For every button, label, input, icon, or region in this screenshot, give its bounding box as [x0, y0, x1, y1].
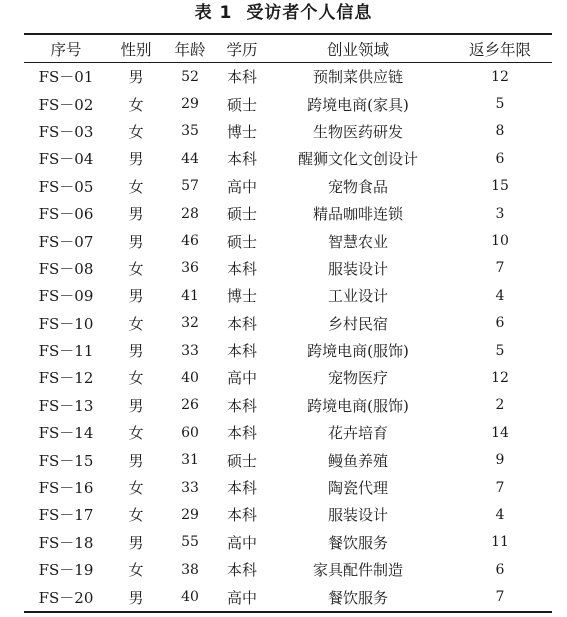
table-row — [24, 583, 552, 611]
cell-business-field: 智慧农业 — [327, 232, 388, 251]
cell-id: FS－20 — [38, 588, 94, 607]
cell-years-returned: 7 — [495, 479, 505, 496]
cell-education: 本科 — [226, 396, 257, 415]
cell-gender: 女 — [128, 177, 144, 196]
cell-business-field: 工业设计 — [327, 287, 388, 306]
cell-business-field: 宠物医疗 — [327, 369, 388, 388]
cell-business-field: 陶瓷代理 — [327, 479, 388, 498]
cell-education: 硕士 — [226, 232, 257, 251]
table-container — [24, 33, 552, 613]
cell-education: 本科 — [226, 342, 257, 361]
cell-id: FS－16 — [38, 479, 94, 498]
cell-id: FS－19 — [38, 561, 94, 580]
cell-age: 36 — [181, 260, 199, 277]
cell-age: 31 — [181, 452, 199, 469]
table-row — [24, 310, 552, 337]
cell-gender: 女 — [128, 122, 144, 141]
cell-years-returned: 7 — [495, 260, 505, 277]
cell-years-returned: 5 — [495, 96, 505, 113]
cell-years-returned: 6 — [495, 315, 505, 332]
cell-gender: 女 — [128, 561, 144, 580]
cell-age: 57 — [181, 178, 199, 195]
cell-business-field: 跨境电商(服饰) — [307, 396, 409, 415]
table-row — [24, 227, 552, 254]
cell-education: 本科 — [226, 424, 257, 443]
cell-id: FS－07 — [38, 232, 94, 251]
table-row — [24, 255, 552, 282]
header-row — [24, 34, 552, 63]
table-row — [24, 364, 552, 391]
cell-age: 33 — [181, 479, 199, 496]
cell-education: 高中 — [226, 533, 257, 552]
cell-education: 硕士 — [226, 451, 257, 470]
cell-years-returned: 12 — [491, 68, 509, 85]
cell-business-field: 跨境电商(家具) — [307, 95, 409, 114]
header-years-returned: 返乡年限 — [468, 40, 531, 59]
cell-gender: 男 — [128, 287, 144, 306]
cell-education: 高中 — [226, 369, 257, 388]
table-row — [24, 90, 552, 117]
cell-id: FS－02 — [38, 95, 94, 114]
cell-education: 硕士 — [226, 205, 257, 224]
cell-education: 高中 — [226, 588, 257, 607]
cell-years-returned: 4 — [495, 287, 505, 304]
table-title: 受访者个人信息 — [246, 3, 373, 23]
cell-id: FS－09 — [38, 287, 94, 306]
table-row — [24, 392, 552, 419]
cell-gender: 女 — [128, 424, 144, 443]
cell-education: 博士 — [226, 287, 257, 306]
cell-age: 29 — [181, 96, 199, 113]
cell-years-returned: 6 — [495, 150, 505, 167]
table-row — [24, 118, 552, 145]
cell-age: 28 — [181, 205, 199, 222]
cell-education: 硕士 — [226, 95, 257, 114]
cell-age: 32 — [181, 315, 199, 332]
cell-age: 52 — [181, 68, 199, 85]
table-row — [24, 282, 552, 309]
cell-age: 26 — [181, 397, 199, 414]
cell-id: FS－13 — [38, 396, 94, 415]
cell-gender: 女 — [128, 314, 144, 333]
cell-business-field: 精品咖啡连锁 — [312, 205, 403, 224]
cell-age: 38 — [181, 561, 199, 578]
cell-age: 33 — [181, 342, 199, 359]
cell-age: 44 — [181, 150, 199, 167]
cell-gender: 男 — [128, 68, 144, 87]
cell-business-field: 鳗鱼养殖 — [327, 451, 388, 470]
cell-age: 46 — [181, 233, 199, 250]
cell-business-field: 醒狮文化文创设计 — [297, 150, 418, 169]
cell-gender: 男 — [128, 533, 144, 552]
header-age: 年龄 — [174, 40, 206, 59]
cell-gender: 女 — [128, 506, 144, 525]
cell-gender: 女 — [128, 369, 144, 388]
cell-business-field: 预制菜供应链 — [312, 68, 403, 87]
table-caption — [0, 2, 567, 24]
cell-education: 本科 — [226, 68, 257, 87]
header-education: 学历 — [226, 40, 258, 59]
cell-business-field: 宠物食品 — [327, 177, 388, 196]
cell-gender: 女 — [128, 479, 144, 498]
cell-years-returned: 10 — [491, 233, 509, 250]
cell-education: 博士 — [226, 122, 257, 141]
cell-business-field: 乡村民宿 — [327, 314, 388, 333]
cell-gender: 男 — [128, 396, 144, 415]
header-gender: 性别 — [120, 40, 152, 59]
cell-business-field: 花卉培育 — [327, 424, 388, 443]
table-row — [24, 474, 552, 501]
table-row — [24, 63, 552, 91]
table-row — [24, 200, 552, 227]
table-body — [24, 63, 552, 612]
cell-age: 35 — [181, 123, 199, 140]
table-row — [24, 419, 552, 446]
cell-years-returned: 12 — [491, 369, 509, 386]
cell-gender: 男 — [128, 205, 144, 224]
cell-business-field: 服装设计 — [327, 506, 388, 525]
header-id: 序号 — [50, 40, 82, 59]
cell-education: 本科 — [226, 506, 257, 525]
cell-gender: 女 — [128, 259, 144, 278]
cell-id: FS－05 — [38, 177, 94, 196]
table-row — [24, 556, 552, 583]
cell-id: FS－06 — [38, 205, 94, 224]
cell-business-field: 餐饮服务 — [327, 588, 388, 607]
table-row — [24, 501, 552, 528]
cell-age: 29 — [181, 506, 199, 523]
cell-age: 60 — [181, 424, 199, 441]
cell-id: FS－17 — [38, 506, 94, 525]
cell-id: FS－03 — [38, 122, 94, 141]
table-row — [24, 529, 552, 556]
cell-gender: 女 — [128, 95, 144, 114]
cell-gender: 男 — [128, 588, 144, 607]
cell-years-returned: 11 — [491, 534, 509, 551]
table-number: 表 1 — [194, 3, 233, 23]
cell-age: 55 — [181, 534, 199, 551]
cell-education: 本科 — [226, 259, 257, 278]
cell-years-returned: 15 — [491, 178, 509, 195]
cell-age: 41 — [181, 287, 199, 304]
table-row — [24, 446, 552, 473]
cell-id: FS－14 — [38, 424, 94, 443]
table-row — [24, 173, 552, 200]
cell-id: FS－15 — [38, 451, 94, 470]
cell-business-field: 餐饮服务 — [327, 533, 388, 552]
respondents-table — [24, 33, 552, 613]
cell-years-returned: 5 — [495, 342, 505, 359]
cell-gender: 男 — [128, 150, 144, 169]
cell-years-returned: 9 — [495, 452, 505, 469]
cell-business-field: 服装设计 — [327, 259, 388, 278]
cell-id: FS－10 — [38, 314, 94, 333]
cell-age: 40 — [181, 369, 199, 386]
cell-years-returned: 6 — [495, 561, 505, 578]
table-row — [24, 145, 552, 172]
cell-id: FS－18 — [38, 533, 94, 552]
cell-education: 本科 — [226, 150, 257, 169]
cell-business-field: 家具配件制造 — [312, 561, 403, 580]
cell-gender: 男 — [128, 232, 144, 251]
cell-age: 40 — [181, 589, 199, 606]
cell-years-returned: 2 — [495, 397, 505, 414]
cell-id: FS－01 — [38, 68, 94, 87]
cell-education: 本科 — [226, 314, 257, 333]
cell-id: FS－12 — [38, 369, 94, 388]
cell-years-returned: 14 — [491, 424, 509, 441]
cell-business-field: 跨境电商(服饰) — [307, 342, 409, 361]
cell-years-returned: 7 — [495, 589, 505, 606]
cell-id: FS－08 — [38, 259, 94, 278]
cell-id: FS－04 — [38, 150, 94, 169]
cell-id: FS－11 — [38, 342, 94, 361]
cell-business-field: 生物医药研发 — [312, 122, 403, 141]
table-row — [24, 337, 552, 364]
cell-years-returned: 8 — [495, 123, 505, 140]
cell-gender: 男 — [128, 451, 144, 470]
table-header — [24, 34, 552, 63]
cell-years-returned: 3 — [495, 205, 505, 222]
cell-education: 本科 — [226, 479, 257, 498]
cell-education: 高中 — [226, 177, 257, 196]
cell-years-returned: 4 — [495, 506, 505, 523]
header-business-field: 创业领域 — [326, 40, 389, 59]
cell-gender: 男 — [128, 342, 144, 361]
cell-education: 本科 — [226, 561, 257, 580]
